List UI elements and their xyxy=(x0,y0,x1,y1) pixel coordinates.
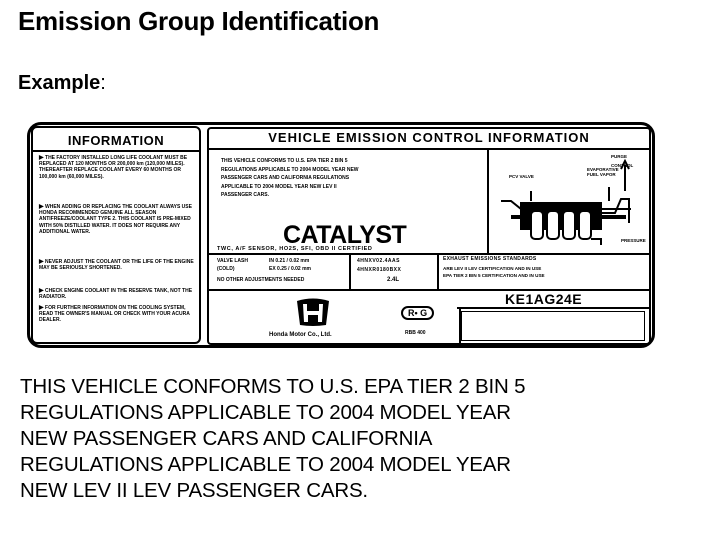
diagram-label-pcv: PCV VALVE xyxy=(509,174,534,179)
diagram-text: FUEL VAPOR xyxy=(587,172,616,177)
conform-line: THIS VEHICLE CONFORMS TO U.S. EPA TIER 2 BIN 5 xyxy=(221,158,348,164)
page-title: Emission Group Identification xyxy=(18,6,380,36)
info-item-5: ▶ FOR FURTHER INFORMATION ON THE COOLING SYSTEM, READ THE OWNER'S MANUAL OR CHECK WITH YOUR ACURA DEALER. xyxy=(39,305,190,324)
info-item-1: ▶ THE FACTORY INSTALLED LONG LIFE COOLANT MUST BE REPLACED AT 120 MONTHS OR 200,000 km (120,000 MILES). THEREAFTER REPLACE COOLANT EVERY 60 MONTHS OR 100,000 km (60,000 MILES). xyxy=(39,155,188,180)
info-item-2: ▶ WHEN ADDING OR REPLACING THE COOLANT ALWAYS USE HONDA RECOMMENDED GENUINE ALL SEASON ANTIFREEZE/COOLANT TYPE 2. THIS COOLANT IS PRE-MIXED WITH 50% DISTILLED WATER. IT DOES NOT REQUIRE ANY ADDITIONAL WATER. xyxy=(39,204,192,235)
conformance-line: THIS VEHICLE CONFORMS TO U.S. EPA TIER 2 BIN 5 xyxy=(20,375,526,398)
lev-line-2: EPA TIER 2 BIN 5 CERTIFICATION AND IN USE xyxy=(443,273,545,278)
info-item-4: ▶ CHECK ENGINE COOLANT IN THE RESERVE TANK, NOT THE RADIATOR. xyxy=(39,288,193,301)
info-divider xyxy=(33,150,199,152)
conformance-line: NEW PASSENGER CARS AND CALIFORNIA xyxy=(20,427,433,450)
diagram-label-pressure: PRESSURE xyxy=(621,238,646,243)
codes-divider xyxy=(437,253,439,289)
no-adjust-text: NO OTHER ADJUSTMENTS NEEDED xyxy=(217,277,305,283)
engine-family-code-2: 4HNXR0180BXX xyxy=(357,267,402,273)
example-colon: : xyxy=(100,72,106,94)
conformance-line: NEW LEV II LEV PASSENGER CARS. xyxy=(20,479,368,502)
lower-divider xyxy=(209,289,649,291)
info-item-text: WHEN ADDING OR REPLACING THE COOLANT ALWAYS USE HONDA RECOMMENDED GENUINE ALL SEASON ANTIFREEZE/COOLANT TYPE 2. THIS COOLANT IS PRE-MIXED WITH 50% DISTILLED WATER. IT DOES NOT REQUIRE ANY ADDITIONAL WATER. xyxy=(39,204,192,235)
info-item-text: NEVER ADJUST THE COOLANT OR THE LIFE OF THE ENGINE MAY BE SERIOUSLY SHORTENED. xyxy=(39,259,194,272)
valve-cold-label: (COLD) xyxy=(217,266,235,272)
mid-divider xyxy=(209,253,649,255)
conformance-statement xyxy=(20,374,690,504)
diagram-label-purge: PURGE CONTROL xyxy=(611,154,634,168)
emission-group-code: KE1AG24E xyxy=(505,291,583,307)
conform-line: REGULATIONS APPLICABLE TO 2004 MODEL YEAR NEW xyxy=(221,166,359,173)
conformance-line: REGULATIONS APPLICABLE TO 2004 MODEL YEAR xyxy=(20,401,511,424)
valve-ex-value: EX 0.25 / 0.02 mm xyxy=(269,266,311,272)
catalyst-heading: CATALYST xyxy=(283,221,407,249)
displacement: 2.4L xyxy=(387,277,400,283)
conform-line: PASSENGER CARS AND CALIFORNIA REGULATIONS xyxy=(221,175,350,181)
conformance-line: REGULATIONS APPLICABLE TO 2004 MODEL YEAR xyxy=(20,453,511,476)
info-item-text: CHECK ENGINE COOLANT IN THE RESERVE TANK, NOT THE RADIATOR. xyxy=(39,288,193,301)
honda-motor-co: Honda Motor Co., Ltd. xyxy=(269,332,332,338)
diagram-label-evap xyxy=(587,167,619,177)
lev-line-1: ARB LEV II LEV CERTIFICATION AND IN USE xyxy=(443,266,542,271)
information-panel xyxy=(31,126,201,344)
engine-family-code-1: 4HNXV02.4AAS xyxy=(357,258,400,264)
vecih-vertical-divider xyxy=(487,150,489,253)
info-item-text: FOR FURTHER INFORMATION ON THE COOLING SYSTEM, READ THE OWNER'S MANUAL OR CHECK WITH YOUR ACURA DEALER. xyxy=(39,305,190,324)
valve-lash-label: VALVE LASH xyxy=(217,258,248,264)
diagram-text: EVAPORATIVE xyxy=(587,167,619,172)
information-title: INFORMATION xyxy=(67,133,165,148)
conformity-block xyxy=(221,157,491,200)
twc-line: TWC, A/F SENSOR, HO2S, SFI, OBD II CERTIFIED xyxy=(217,246,373,252)
valve-in-value: IN 0.21 / 0.02 mm xyxy=(269,258,310,264)
info-item-3: ▶ NEVER ADJUST THE COOLANT OR THE LIFE OF THE ENGINE MAY BE SERIOUSLY SHORTENED. xyxy=(39,259,194,272)
example-label: Example xyxy=(18,72,101,94)
rbb-code: RBB 400 xyxy=(405,330,426,336)
info-item-text: THE FACTORY INSTALLED LONG LIFE COOLANT MUST BE REPLACED AT 120 MONTHS OR 200,000 km (120,000 MILES). THEREAFTER REPLACE COOLANT EVERY 60 MONTHS OR 100,000 km (60,000 MILES). xyxy=(39,155,188,180)
rg-mark: R• G xyxy=(401,306,434,320)
vecih-title: VEHICLE EMISSION CONTROL INFORMATION xyxy=(268,130,590,145)
lash-divider xyxy=(349,253,351,289)
honda-logo xyxy=(293,297,333,327)
vehicle-emission-panel xyxy=(207,127,651,345)
code-underline xyxy=(457,307,651,309)
vecih-divider xyxy=(209,148,649,150)
example-heading xyxy=(18,72,106,95)
exhaust-standards-title: EXHAUST EMISSIONS STANDARDS xyxy=(443,256,537,262)
conform-line: PASSENGER CARS. xyxy=(221,192,269,198)
blank-code-box xyxy=(461,311,645,341)
conform-line: APPLICABLE TO 2004 MODEL YEAR NEW LEV II xyxy=(221,183,337,190)
